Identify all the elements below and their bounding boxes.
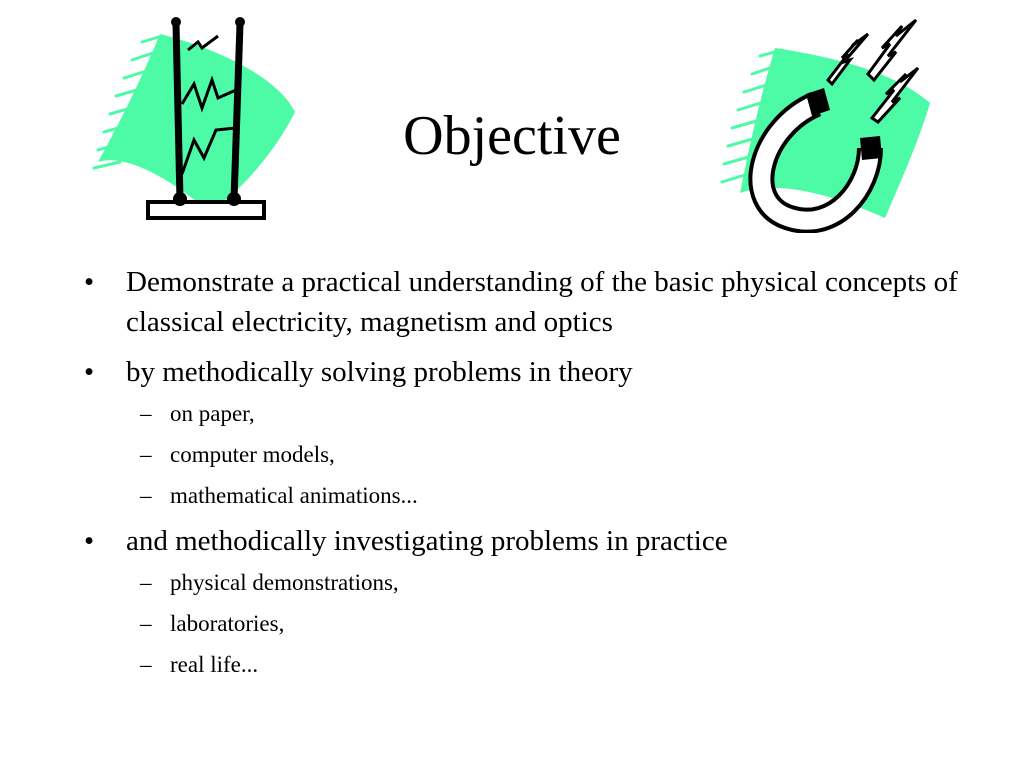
sub-bullet-marker: –: [140, 442, 152, 467]
sub-bullet-item: [126, 608, 964, 639]
sub-bullet-text: on paper,: [170, 401, 255, 426]
sub-bullet-list: [126, 398, 964, 511]
bullet-item: [84, 521, 964, 680]
sub-bullet-text: real life...: [170, 652, 259, 677]
bullet-marker: •: [84, 266, 95, 298]
sub-bullet-item: [126, 398, 964, 429]
sub-bullet-text: mathematical animations...: [170, 483, 418, 508]
sub-bullet-list: [126, 567, 964, 680]
bullet-text: by methodically solving problems in theory: [126, 356, 633, 388]
sub-bullet-marker: –: [140, 483, 152, 508]
slide-title: Objective: [403, 105, 621, 167]
sub-bullet-marker: –: [140, 401, 152, 426]
bullet-text: Demonstrate a practical understanding of the basic physical concepts of classical electricity, magnetism and optics: [126, 266, 958, 338]
sub-bullet-item: [126, 480, 964, 511]
bullet-marker: •: [84, 356, 95, 388]
sub-bullet-text: physical demonstrations,: [170, 570, 399, 595]
bullet-marker: •: [84, 525, 95, 557]
bullet-text: and methodically investigating problems in practice: [126, 525, 728, 557]
sub-bullet-text: computer models,: [170, 442, 335, 467]
sub-bullet-item: [126, 567, 964, 598]
sub-bullet-item: [126, 439, 964, 470]
sub-bullet-text: laboratories,: [170, 611, 285, 636]
sub-bullet-marker: –: [140, 611, 152, 636]
bullet-item: [84, 352, 964, 511]
sub-bullet-marker: –: [140, 570, 152, 595]
sub-bullet-item: [126, 649, 964, 680]
sub-bullet-marker: –: [140, 652, 152, 677]
bullet-item: [84, 262, 964, 342]
bullet-list: [84, 262, 964, 690]
